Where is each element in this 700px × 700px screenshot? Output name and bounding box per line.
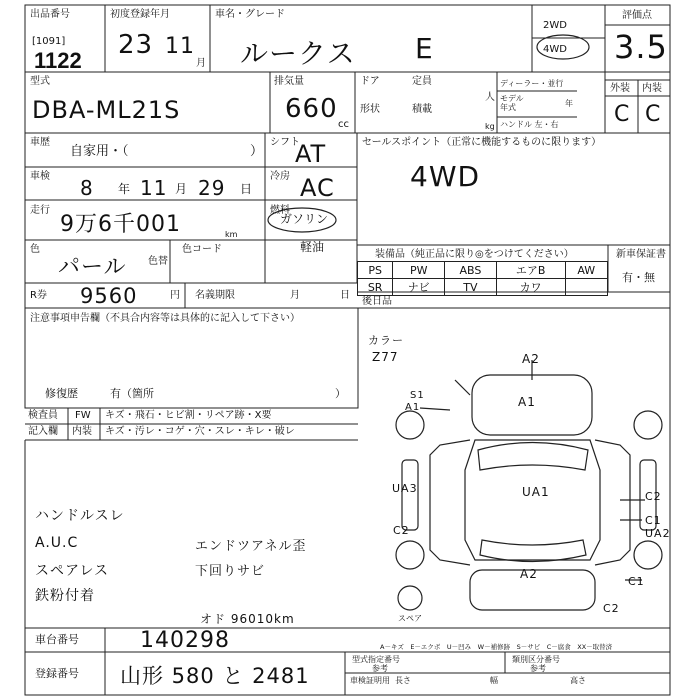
handle-label: ハンドル 左・右 bbox=[500, 120, 559, 129]
car-grade: E bbox=[415, 32, 434, 65]
color-code-label: 色コード bbox=[182, 244, 222, 255]
chassis-label: 車台番号 bbox=[35, 633, 79, 646]
equip-abs: ABS bbox=[445, 262, 497, 279]
first-reg-label: 初度登録年月 bbox=[110, 9, 170, 20]
first-reg-month: 11 bbox=[165, 34, 195, 59]
warranty-value: 有・無 bbox=[622, 271, 655, 284]
equip-pw: PW bbox=[393, 262, 445, 279]
history-value: 自家用・（ bbox=[70, 144, 129, 159]
model-year-label-1: モデル bbox=[500, 94, 524, 103]
expiry-day-unit: 日 bbox=[340, 290, 350, 301]
model-year-unit: 年 bbox=[565, 99, 573, 108]
fuel-label: 燃料 bbox=[270, 205, 290, 216]
fuel-light-oil: 軽油 bbox=[300, 240, 325, 254]
inspection-month: 11 bbox=[140, 176, 168, 200]
interior-items: キズ・汚レ・コゲ・穴・スレ・キレ・破レ bbox=[105, 426, 295, 437]
repair-value: 有（箇所 bbox=[110, 387, 154, 400]
drive-4wd: 4WD bbox=[543, 44, 567, 55]
note-line-2: A.U.C bbox=[35, 535, 79, 551]
reference-label-2: 参考 bbox=[530, 664, 546, 673]
ac-value: AC bbox=[300, 174, 335, 202]
model-label: 型式 bbox=[30, 76, 50, 87]
fuel-gasoline: ガソリン bbox=[280, 212, 329, 226]
note-right-2: 下回りサビ bbox=[195, 564, 266, 579]
expiry-label: 名義期限 bbox=[195, 290, 235, 301]
odometer-note: オド 96010km bbox=[200, 612, 295, 626]
shape-label: 形状 bbox=[360, 104, 380, 115]
mark-6: UA1 bbox=[522, 485, 550, 499]
color-label: 色 bbox=[30, 244, 40, 255]
note-line-4: 鉄粉付着 bbox=[35, 588, 95, 604]
car-name-label: 車名・グレード bbox=[215, 9, 285, 20]
inspection-year-unit: 年 bbox=[118, 182, 131, 196]
mileage-unit: km bbox=[225, 230, 238, 239]
equip-blank bbox=[565, 279, 607, 296]
fw-label: FW bbox=[75, 410, 91, 421]
first-reg-year: 23 bbox=[118, 30, 154, 60]
equip-header: 装備品（純正品に限り◎をつけてください） bbox=[375, 249, 574, 260]
displacement-unit: cc bbox=[338, 119, 349, 130]
mark-9: UA2 bbox=[645, 527, 671, 540]
displacement-value: 660 bbox=[285, 94, 338, 124]
shift-value: AT bbox=[295, 140, 327, 168]
ac-label: 冷房 bbox=[270, 171, 290, 182]
equip-sr: SR bbox=[358, 279, 393, 296]
mark-7: C2 bbox=[645, 490, 662, 503]
spare-label: スペア bbox=[398, 614, 422, 623]
model-year-label-2: 年式 bbox=[500, 103, 516, 112]
score-label: 評価点 bbox=[622, 10, 652, 21]
lot-label: 出品番号 bbox=[30, 9, 70, 20]
color-note-1: カラー bbox=[368, 334, 404, 347]
note-right-1: エンドツアネル歪 bbox=[195, 539, 307, 554]
capacity-unit: 人 bbox=[485, 92, 495, 103]
equip-aw: AW bbox=[565, 262, 607, 279]
inspection-day: 29 bbox=[198, 176, 226, 200]
plate-value: 山形 580 と 2481 bbox=[120, 664, 310, 688]
chassis-number: 140298 bbox=[140, 628, 230, 653]
interior-check-label: 内装 bbox=[72, 426, 92, 437]
cert-label: 車検証明用 bbox=[350, 676, 390, 685]
interior-grade: C bbox=[645, 102, 662, 127]
height-label: 高さ bbox=[570, 676, 586, 685]
inspection-label: 車検 bbox=[30, 171, 50, 182]
history-close: ） bbox=[250, 144, 264, 159]
recycle-value: 9560 bbox=[80, 284, 138, 308]
inspector-label-1: 検査員 bbox=[28, 410, 58, 421]
shift-label: シフト bbox=[270, 137, 300, 148]
load-label: 積載 bbox=[412, 104, 432, 115]
sales-point-label: セールスポイント（正常に機能するものに限ります） bbox=[362, 137, 602, 148]
exterior-grade: C bbox=[614, 102, 631, 127]
length-label: 長さ bbox=[395, 676, 411, 685]
expiry-month-unit: 月 bbox=[290, 290, 300, 301]
note-line-1: ハンドルスレ bbox=[35, 508, 125, 524]
displacement-label: 排気量 bbox=[274, 76, 304, 87]
equip-airbag: エアB bbox=[496, 262, 565, 279]
color-change-label: 色替 bbox=[148, 256, 168, 267]
category-label: 類別区分番号 bbox=[512, 655, 560, 664]
inspection-month-unit: 月 bbox=[175, 182, 188, 196]
sales-point-value: 4WD bbox=[410, 160, 481, 193]
interior-label: 内装 bbox=[642, 83, 662, 94]
score-value: 3.5 bbox=[614, 28, 668, 66]
type-designation-label: 型式指定番号 bbox=[352, 655, 400, 664]
recycle-label: R券 bbox=[30, 290, 47, 301]
mark-4: A1 bbox=[405, 402, 421, 413]
capacity-label: 定員 bbox=[412, 76, 432, 87]
fw-items: キズ・飛石・ヒビ割・リペア跡・X要 bbox=[105, 410, 272, 421]
mark-11: C2 bbox=[393, 524, 410, 537]
model-code: DBA-ML21S bbox=[32, 96, 181, 124]
lot-code: [1091] bbox=[32, 36, 66, 47]
width-label: 幅 bbox=[490, 676, 498, 685]
color-value: パール bbox=[58, 255, 127, 280]
exterior-label: 外装 bbox=[610, 83, 630, 94]
recycle-unit: 円 bbox=[170, 290, 180, 301]
repair-label: 修復歴 bbox=[45, 387, 78, 400]
equip-navi: ナビ bbox=[393, 279, 445, 296]
reference-label-1: 参考 bbox=[372, 664, 388, 673]
inspection-day-unit: 日 bbox=[240, 182, 253, 196]
rear-seat-label: 後日品 bbox=[362, 296, 392, 307]
inspector-label-2: 記入欄 bbox=[28, 426, 58, 437]
door-label: ドア bbox=[360, 76, 380, 87]
note-line-3: スペアレス bbox=[35, 563, 110, 579]
equipment-table bbox=[357, 261, 608, 296]
car-name: ルークス bbox=[240, 37, 356, 70]
mark-2: A1 bbox=[518, 395, 536, 409]
plate-label: 登録番号 bbox=[35, 667, 79, 680]
drive-2wd: 2WD bbox=[543, 20, 567, 31]
damage-legend: A－キズ E－エクボ U－凹み W－補修跡 S－サビ C－腐食 XX－取替済 bbox=[380, 643, 613, 651]
mark-3: S1 bbox=[410, 390, 425, 401]
notes-label: 注意事項申告欄（不具合内容等は具体的に記入して下さい） bbox=[30, 313, 300, 324]
repair-close: ） bbox=[335, 387, 346, 400]
mileage-value: 9万6千001 bbox=[60, 212, 181, 237]
mileage-label: 走行 bbox=[30, 205, 50, 216]
equip-tv: TV bbox=[445, 279, 497, 296]
equip-ps: PS bbox=[358, 262, 393, 279]
mark-5: UA3 bbox=[392, 482, 418, 495]
lot-number: 1122 bbox=[34, 48, 82, 73]
dealer-label: ディーラー・並行 bbox=[500, 79, 564, 88]
mark-10: A2 bbox=[520, 567, 538, 581]
mark-1: A2 bbox=[522, 352, 540, 366]
color-note-2: Z77 bbox=[372, 350, 399, 364]
inspection-year: 8 bbox=[80, 176, 94, 200]
load-unit: kg bbox=[485, 122, 495, 131]
mark-8: C1 bbox=[645, 514, 662, 527]
history-label: 車歴 bbox=[30, 137, 50, 148]
first-reg-month-unit: 月 bbox=[196, 58, 206, 69]
warranty-label: 新車保証書 bbox=[616, 249, 666, 260]
mark-13: C2 bbox=[603, 602, 620, 615]
mark-12: C1 bbox=[628, 575, 645, 588]
equip-leather: カワ bbox=[496, 279, 565, 296]
